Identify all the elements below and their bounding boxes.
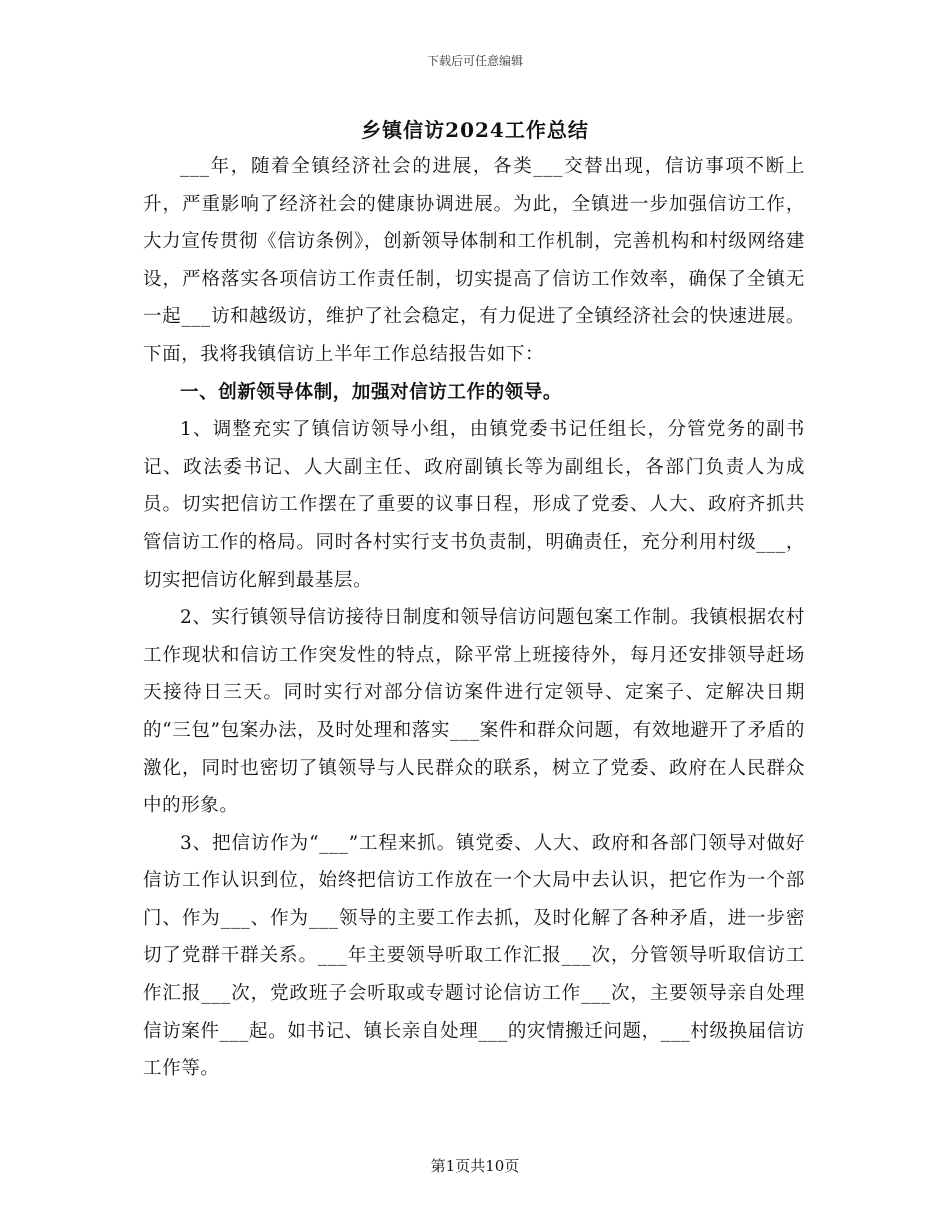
section-heading: 一、创新领导体制，加强对信访工作的领导。 [180,381,563,403]
header-note: 下载后可任意编辑 [426,54,523,68]
body-paragraph-2: 2、实行镇领导信访接待日制度和领导信访问题包案工作制。我镇根据农村工作现状和信访工作突发性的特点，除平常上班接待外，每月还安排领导赶场天接待日三天。同时实行对部分信访案件进行定领导、定案子、定解决日期的“三包”包案办法，及时处理和落实___案件和群众问题，有效地避开了矛盾的激化，同时也密切了镇领导与人民群众的联系，树立了党委、政府在人民群众中的形象。 [143,607,805,817]
document-title: 乡镇信访2024工作总结 [361,118,589,142]
document-body [143,148,805,1088]
body-paragraph-3: 3、把信访作为“___”工程来抓。镇党委、人大、政府和各部门领导对做好信访工作认识到位，始终把信访工作放在一个大局中去认识，把它作为一个部门、作为___、作为___领导的主要工作去抓，及时化解了各种矛盾，进一步密切了党群干群关系。___年主要领导听取工作汇报___次，分管领导听取信访工作汇报___次，党政班子会听取或专题讨论信访工作___次，主要领导亲自处理信访案件___起。如书记、镇长亲自处理___的灾情搬迁问题，___村级换届信访工作等。 [143,832,805,1080]
intro-paragraph: ___年，随着全镇经济社会的进展，各类___交替出现，信访事项不断上升，严重影响了经济社会的健康协调进展。为此，全镇进一步加强信访工作，大力宣传贯彻《信访条例》，创新领导体制和工作机制，完善机构和村级网络建设，严格落实各项信访工作责任制，切实提高了信访工作效率，确保了全镇无一起___访和越级访，维护了社会稳定，有力促进了全镇经济社会的快速进展。下面，我将我镇信访上半年工作总结报告如下： [143,156,805,365]
body-paragraph-1: 1、调整充实了镇信访领导小组，由镇党委书记任组长，分管党务的副书记、政法委书记、人大副主任、政府副镇长等为副组长，各部门负责人为成员。切实把信访工作摆在了重要的议事日程，形成了党委、人大、政府齐抓共管信访工作的格局。同时各村实行支书负责制，明确责任，充分利用村级___，切实把信访化解到最基层。 [143,419,805,591]
page-footer: 第1页共10页 [430,1157,520,1175]
